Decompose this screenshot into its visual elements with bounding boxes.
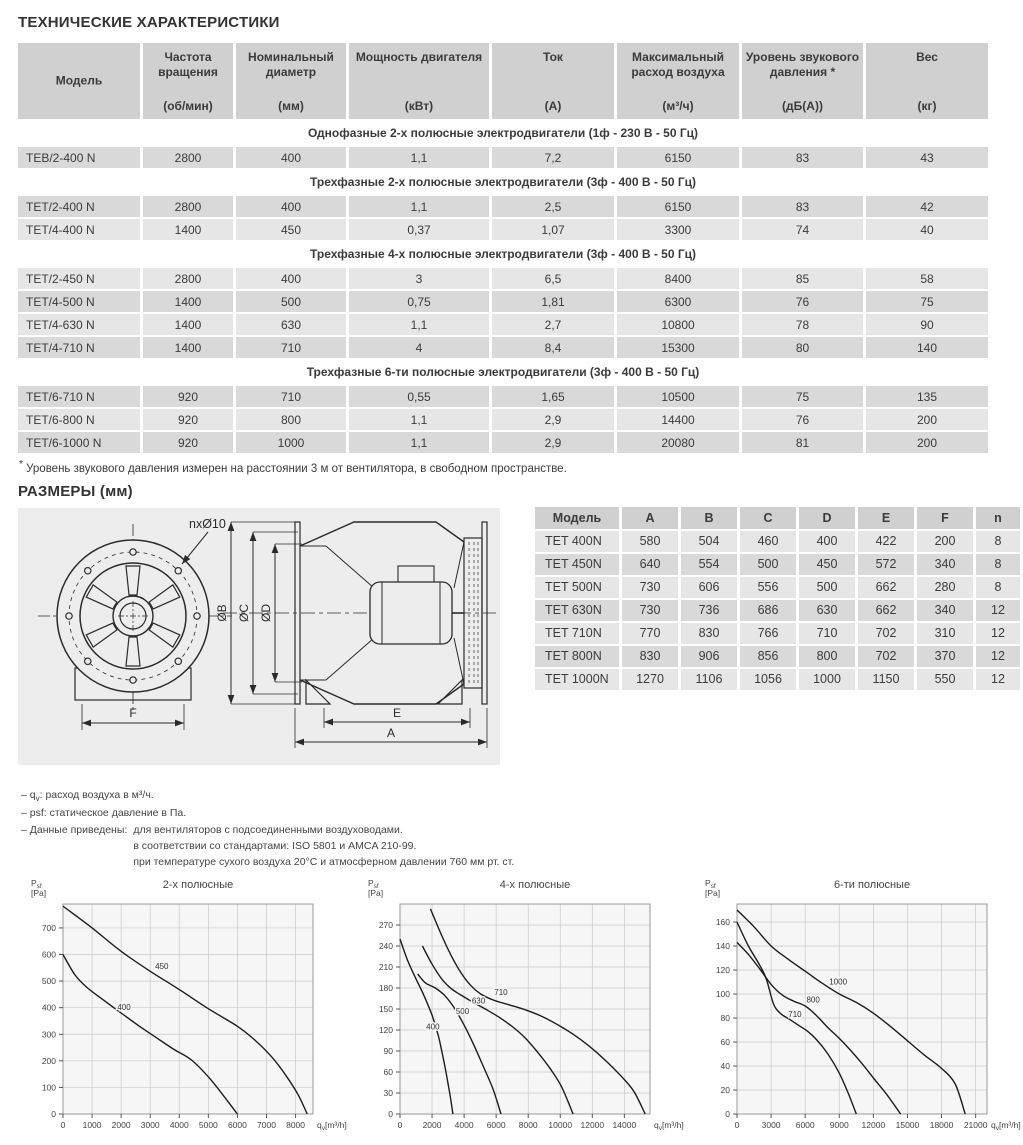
x-tick-label: 14000 <box>612 1120 637 1131</box>
dims-row <box>535 646 1020 667</box>
chart-svg <box>697 874 1019 1140</box>
spec-value-cell: 1,81 <box>492 291 614 312</box>
spec-value-cell: 400 <box>236 147 346 168</box>
sound-level-footnote: * Уровень звукового давления измерен на расстоянии 3 м от вентилятора, в свободном пространстве. <box>19 459 567 475</box>
spec-value-cell: 200 <box>866 409 988 430</box>
spec-value-cell: 920 <box>143 386 233 407</box>
x-tick-label: 3000 <box>761 1120 781 1131</box>
spec-value-cell: 78 <box>742 314 863 335</box>
y-tick-label: 60 <box>720 1037 730 1048</box>
dims-model-cell: TET 630N <box>535 600 619 621</box>
y-tick-label: 30 <box>383 1088 393 1099</box>
dims-value-cell: 856 <box>740 646 796 667</box>
dims-value-cell: 556 <box>740 577 796 598</box>
spec-value-cell: 920 <box>143 432 233 453</box>
dims-value-cell: 550 <box>917 669 973 690</box>
notes <box>21 787 985 871</box>
spec-value-cell: 400 <box>236 268 346 289</box>
spec-value-cell: 20080 <box>617 432 739 453</box>
spec-model-cell: TET/6-710 N <box>18 386 140 407</box>
x-tick-label: 4000 <box>169 1120 189 1131</box>
spec-value-cell: 1,1 <box>349 196 489 217</box>
y-tick-label: 400 <box>41 1003 56 1014</box>
y-tick-label: 600 <box>41 949 56 960</box>
spec-value-cell: 2800 <box>143 196 233 217</box>
dims-col-header: A <box>622 507 678 529</box>
y-axis-unit: [Pa] <box>368 888 384 899</box>
spec-value-cell: 2,7 <box>492 314 614 335</box>
dims-value-cell: 736 <box>681 600 737 621</box>
y-axis-label: $P_{sf}$ <box>368 878 379 891</box>
bolt-hole <box>85 567 91 573</box>
spec-col-header: Вес (кг) <box>866 43 988 119</box>
spec-value-cell: 10800 <box>617 314 739 335</box>
dims-value-cell: 906 <box>681 646 737 667</box>
dims-row <box>535 577 1020 598</box>
spec-value-cell: 1,65 <box>492 386 614 407</box>
dims-value-cell: 340 <box>917 554 973 575</box>
spec-model-cell: TET/4-500 N <box>18 291 140 312</box>
foot-right <box>438 680 462 704</box>
y-axis-unit: [Pa] <box>31 888 47 899</box>
dims-value-cell: 766 <box>740 623 796 644</box>
dims-value-cell: 630 <box>799 600 855 621</box>
spec-col-header: Уровень звукового давления * (дБ(А)) <box>742 43 863 119</box>
x-tick-label: 10000 <box>548 1120 573 1131</box>
chart-svg <box>23 874 345 1140</box>
dims-value-cell: 1150 <box>858 669 914 690</box>
x-tick-label: 15000 <box>895 1120 920 1131</box>
dims-value-cell: 504 <box>681 531 737 552</box>
bolt-hole <box>85 658 91 664</box>
spec-row <box>18 386 988 407</box>
x-tick-label: 0 <box>60 1120 66 1131</box>
dims-value-cell: 770 <box>622 623 678 644</box>
spec-value-cell: 7,2 <box>492 147 614 168</box>
dims-value-cell: 8 <box>976 554 1020 575</box>
spec-col-header: Номинальный диаметр (мм) <box>236 43 346 119</box>
spec-value-cell: 0,75 <box>349 291 489 312</box>
spec-value-cell: 15300 <box>617 337 739 358</box>
spec-value-cell: 6150 <box>617 196 739 217</box>
motor-terminal-box <box>398 566 434 583</box>
spec-value-cell: 2800 <box>143 147 233 168</box>
dims-model-cell: TET 400N <box>535 531 619 552</box>
spec-row <box>18 291 988 312</box>
dim-d-label: ØD <box>259 603 273 622</box>
x-tick-label: 5000 <box>198 1120 218 1131</box>
dims-row <box>535 554 1020 575</box>
dims-value-cell: 400 <box>799 531 855 552</box>
x-tick-label: 2000 <box>422 1120 442 1131</box>
spec-value-cell: 4 <box>349 337 489 358</box>
curve-label-1000: 1000 <box>829 977 848 987</box>
y-tick-label: 270 <box>378 920 393 931</box>
y-tick-label: 160 <box>715 917 730 928</box>
fan-technical-drawing <box>18 508 500 765</box>
y-tick-label: 210 <box>378 962 393 973</box>
y-tick-label: 80 <box>720 1013 730 1024</box>
dims-value-cell: 340 <box>917 600 973 621</box>
spec-value-cell: 74 <box>742 219 863 240</box>
dims-value-cell: 640 <box>622 554 678 575</box>
chart-title: 6-ти полюсные <box>833 879 911 892</box>
chart-6-pole <box>697 874 1019 1145</box>
spec-row <box>18 432 988 453</box>
dims-model-cell: TET 500N <box>535 577 619 598</box>
dims-value-cell: 500 <box>740 554 796 575</box>
spec-row <box>18 268 988 289</box>
y-tick-label: 0 <box>51 1109 56 1120</box>
x-tick-label: 21000 <box>963 1120 988 1131</box>
spec-value-cell: 40 <box>866 219 988 240</box>
dims-value-cell: 12 <box>976 623 1020 644</box>
spec-value-cell: 6300 <box>617 291 739 312</box>
dims-value-cell: 422 <box>858 531 914 552</box>
dims-value-cell: 572 <box>858 554 914 575</box>
spec-model-cell: TET/2-400 N <box>18 196 140 217</box>
spec-value-cell: 1400 <box>143 337 233 358</box>
dims-value-cell: 200 <box>917 531 973 552</box>
footnote-asterisk: * <box>19 459 23 470</box>
x-tick-label: 7000 <box>257 1120 276 1131</box>
spec-row <box>18 409 988 430</box>
dims-col-header: E <box>858 507 914 529</box>
spec-value-cell: 0,55 <box>349 386 489 407</box>
note-conditions: – Данные приведены: для вентиляторов с подсоединенными воздуховодами. в соответствии со стандартами: ISO 5801 и AMCA 210-99. при температуре сухого воздуха 20°С и атмосферном давлении 760 мм рт. ст. <box>21 823 515 869</box>
dims-value-cell: 830 <box>622 646 678 667</box>
dims-value-cell: 662 <box>858 577 914 598</box>
spec-model-cell: TET/4-630 N <box>18 314 140 335</box>
dims-model-cell: TET 710N <box>535 623 619 644</box>
x-tick-label: 6000 <box>486 1120 506 1131</box>
note-psf: – psf: статическое давление в Па. <box>21 807 187 820</box>
dims-row <box>535 623 1020 644</box>
dims-value-cell: 370 <box>917 646 973 667</box>
spec-value-cell: 58 <box>866 268 988 289</box>
dims-value-cell: 1056 <box>740 669 796 690</box>
dims-value-cell: 730 <box>622 577 678 598</box>
dims-row <box>535 669 1020 690</box>
spec-col-header: Частота вращения (об/мин) <box>143 43 233 119</box>
spec-value-cell: 8,4 <box>492 337 614 358</box>
spec-value-cell: 85 <box>742 268 863 289</box>
x-tick-label: 18000 <box>929 1120 954 1131</box>
spec-value-cell: 83 <box>742 147 863 168</box>
spec-value-cell: 75 <box>866 291 988 312</box>
dims-col-header: B <box>681 507 737 529</box>
y-tick-label: 140 <box>715 941 730 952</box>
spec-value-cell: 2,9 <box>492 432 614 453</box>
chart-svg <box>360 874 682 1140</box>
y-tick-label: 20 <box>720 1085 730 1096</box>
dims-col-header: F <box>917 507 973 529</box>
dims-value-cell: 580 <box>622 531 678 552</box>
x-tick-label: 8000 <box>286 1120 306 1131</box>
y-tick-label: 120 <box>715 965 730 976</box>
dims-value-cell: 500 <box>799 577 855 598</box>
y-tick-label: 120 <box>378 1025 393 1036</box>
dims-value-cell: 12 <box>976 646 1020 667</box>
curve-label-400: 400 <box>426 1022 440 1032</box>
curve-label-450: 450 <box>155 962 169 972</box>
dims-value-cell: 662 <box>858 600 914 621</box>
dims-model-cell: TET 450N <box>535 554 619 575</box>
spec-value-cell: 1000 <box>236 432 346 453</box>
x-axis-label: $q_v[m^3/h]$ <box>654 1120 684 1133</box>
spec-col-header: Максимальный расход воздуха (м³/ч) <box>617 43 739 119</box>
dims-value-cell: 460 <box>740 531 796 552</box>
dims-value-cell: 800 <box>799 646 855 667</box>
dims-value-cell: 1270 <box>622 669 678 690</box>
spec-value-cell: 6,5 <box>492 268 614 289</box>
y-tick-label: 90 <box>383 1046 393 1057</box>
spec-col-header: Мощность двигателя (кВт) <box>349 43 489 119</box>
spec-value-cell: 1400 <box>143 291 233 312</box>
dims-row <box>535 600 1020 621</box>
dims-value-cell: 830 <box>681 623 737 644</box>
spec-value-cell: 80 <box>742 337 863 358</box>
spec-section-header: Трехфазные 6-ти полюсные электродвигатели (3ф - 400 В - 50 Гц) <box>18 360 988 384</box>
spec-value-cell: 3 <box>349 268 489 289</box>
dim-f-label: F <box>129 705 137 720</box>
chart-title: 2-х полюсные <box>162 879 234 892</box>
x-tick-label: 4000 <box>454 1120 474 1131</box>
spec-value-cell: 2,9 <box>492 409 614 430</box>
dims-model-cell: TET 1000N <box>535 669 619 690</box>
dims-col-header: D <box>799 507 855 529</box>
curve-label-710: 710 <box>788 1010 802 1020</box>
dims-col-header: Модель <box>535 507 619 529</box>
spec-value-cell: 14400 <box>617 409 739 430</box>
spec-value-cell: 800 <box>236 409 346 430</box>
spec-value-cell: 83 <box>742 196 863 217</box>
spec-value-cell: 1,07 <box>492 219 614 240</box>
spec-row <box>18 196 988 217</box>
y-tick-label: 700 <box>41 923 56 934</box>
dims-value-cell: 310 <box>917 623 973 644</box>
dims-value-cell: 606 <box>681 577 737 598</box>
spec-col-header: Модель <box>18 43 140 119</box>
spec-model-cell: TET/2-450 N <box>18 268 140 289</box>
spec-value-cell: 710 <box>236 386 346 407</box>
spec-row <box>18 314 988 335</box>
dims-value-cell: 702 <box>858 623 914 644</box>
spec-section-header: Однофазные 2-х полюсные электродвигатели (1ф - 230 В - 50 Гц) <box>18 121 988 145</box>
spec-value-cell: 2800 <box>143 268 233 289</box>
y-tick-label: 200 <box>41 1056 56 1067</box>
dims-col-header: C <box>740 507 796 529</box>
bolt-hole <box>194 613 200 619</box>
page-title: ТЕХНИЧЕСКИЕ ХАРАКТЕРИСТИКИ <box>18 14 280 31</box>
y-tick-label: 240 <box>378 941 393 952</box>
spec-row <box>18 337 988 358</box>
dims-value-cell: 1000 <box>799 669 855 690</box>
dims-value-cell: 554 <box>681 554 737 575</box>
spec-value-cell: 1,1 <box>349 432 489 453</box>
y-tick-label: 0 <box>725 1109 730 1120</box>
chart-4-pole <box>360 874 682 1145</box>
bolt-hole <box>66 613 72 619</box>
spec-value-cell: 630 <box>236 314 346 335</box>
spec-value-cell: 135 <box>866 386 988 407</box>
spec-col-header: Ток (А) <box>492 43 614 119</box>
dims-value-cell: 12 <box>976 669 1020 690</box>
dims-value-cell: 8 <box>976 577 1020 598</box>
spec-model-cell: TET/4-400 N <box>18 219 140 240</box>
spec-table <box>15 41 991 455</box>
dim-c-label: ØC <box>237 603 251 622</box>
spec-value-cell: 1,1 <box>349 314 489 335</box>
y-tick-label: 180 <box>378 983 393 994</box>
bolt-hole <box>130 677 136 683</box>
dims-value-cell: 450 <box>799 554 855 575</box>
dims-value-cell: 710 <box>799 623 855 644</box>
y-tick-label: 100 <box>41 1082 56 1093</box>
spec-value-cell: 0,37 <box>349 219 489 240</box>
spec-row <box>18 147 988 168</box>
note-qv: – $q_v$: расход воздуха в м³/ч. <box>21 788 154 803</box>
spec-model-cell: TEB/2-400 N <box>18 147 140 168</box>
x-tick-label: 0 <box>734 1120 740 1131</box>
x-tick-label: 9000 <box>829 1120 849 1131</box>
bolt-hole <box>130 549 136 555</box>
spec-value-cell: 42 <box>866 196 988 217</box>
curve-label-800: 800 <box>806 995 820 1005</box>
dims-value-cell: 12 <box>976 600 1020 621</box>
x-tick-label: 1000 <box>82 1120 102 1131</box>
spec-row <box>18 219 988 240</box>
dims-value-cell: 702 <box>858 646 914 667</box>
curve-label-500: 500 <box>455 1007 470 1017</box>
dim-b-label: ØB <box>215 604 229 622</box>
spec-value-cell: 3300 <box>617 219 739 240</box>
spec-value-cell: 76 <box>742 291 863 312</box>
bolt-hole <box>175 658 181 664</box>
spec-value-cell: 2,5 <box>492 196 614 217</box>
y-tick-label: 300 <box>41 1029 56 1040</box>
dimensions-table <box>532 505 1023 692</box>
y-tick-label: 40 <box>720 1061 730 1072</box>
y-axis-unit: [Pa] <box>705 888 721 899</box>
dim-e-label: E <box>392 705 402 720</box>
x-tick-label: 3000 <box>140 1120 160 1131</box>
y-tick-label: 60 <box>383 1067 393 1078</box>
dims-model-cell: TET 800N <box>535 646 619 667</box>
spec-value-cell: 400 <box>236 196 346 217</box>
holes-leader-line <box>182 532 208 564</box>
y-axis-label: $P_{sf}$ <box>705 878 716 891</box>
spec-model-cell: TET/6-1000 N <box>18 432 140 453</box>
spec-value-cell: 710 <box>236 337 346 358</box>
spec-model-cell: TET/6-800 N <box>18 409 140 430</box>
curve-label-400: 400 <box>117 1003 131 1013</box>
spec-value-cell: 10500 <box>617 386 739 407</box>
y-tick-label: 500 <box>41 976 56 987</box>
spec-value-cell: 920 <box>143 409 233 430</box>
dimensions-row <box>18 508 1005 765</box>
dim-a-label: A <box>386 725 396 740</box>
dims-value-cell: 280 <box>917 577 973 598</box>
spec-value-cell: 1400 <box>143 314 233 335</box>
curve-label-710: 710 <box>494 988 508 998</box>
x-axis-label: $q_v[m^3/h]$ <box>991 1120 1021 1133</box>
spec-value-cell: 1400 <box>143 219 233 240</box>
holes-label: nxØ10 <box>189 516 226 531</box>
y-tick-label: 150 <box>378 1004 393 1015</box>
spec-value-cell: 8400 <box>617 268 739 289</box>
x-tick-label: 0 <box>397 1120 403 1131</box>
y-tick-label: 100 <box>715 989 730 1000</box>
bolt-hole <box>175 567 181 573</box>
spec-value-cell: 450 <box>236 219 346 240</box>
x-tick-label: 6000 <box>227 1120 247 1131</box>
spec-value-cell: 76 <box>742 409 863 430</box>
spec-value-cell: 1,1 <box>349 147 489 168</box>
x-tick-label: 12000 <box>580 1120 605 1131</box>
dims-value-cell: 8 <box>976 531 1020 552</box>
spec-value-cell: 1,1 <box>349 409 489 430</box>
dims-value-cell: 1106 <box>681 669 737 690</box>
x-tick-label: 6000 <box>795 1120 815 1131</box>
spec-value-cell: 75 <box>742 386 863 407</box>
y-axis-label: $P_{sf}$ <box>31 878 42 891</box>
spec-value-cell: 90 <box>866 314 988 335</box>
x-tick-label: 12000 <box>861 1120 886 1131</box>
spec-value-cell: 43 <box>866 147 988 168</box>
spec-value-cell: 200 <box>866 432 988 453</box>
dims-row <box>535 531 1020 552</box>
x-tick-label: 2000 <box>111 1120 131 1131</box>
spec-value-cell: 500 <box>236 291 346 312</box>
chart-title: 4-х полюсные <box>499 879 571 892</box>
chart-2-pole <box>23 874 345 1145</box>
curve-label-630: 630 <box>471 996 486 1006</box>
dims-value-cell: 686 <box>740 600 796 621</box>
dims-value-cell: 730 <box>622 600 678 621</box>
spec-section-header: Трехфазные 2-х полюсные электродвигатели (3ф - 400 В - 50 Гц) <box>18 170 988 194</box>
dimensions-title: РАЗМЕРЫ (мм) <box>18 482 133 500</box>
spec-section-header: Трехфазные 4-х полюсные электродвигатели (3ф - 400 В - 50 Гц) <box>18 242 988 266</box>
spec-value-cell: 81 <box>742 432 863 453</box>
performance-charts <box>23 874 1021 1145</box>
spec-value-cell: 6150 <box>617 147 739 168</box>
y-tick-label: 0 <box>388 1109 393 1120</box>
spec-model-cell: TET/4-710 N <box>18 337 140 358</box>
x-tick-label: 8000 <box>518 1120 538 1131</box>
x-axis-label: $q_v[m^3/h]$ <box>317 1120 347 1133</box>
spec-value-cell: 140 <box>866 337 988 358</box>
drawing-svg <box>18 508 500 765</box>
dims-col-header: n <box>976 507 1020 529</box>
